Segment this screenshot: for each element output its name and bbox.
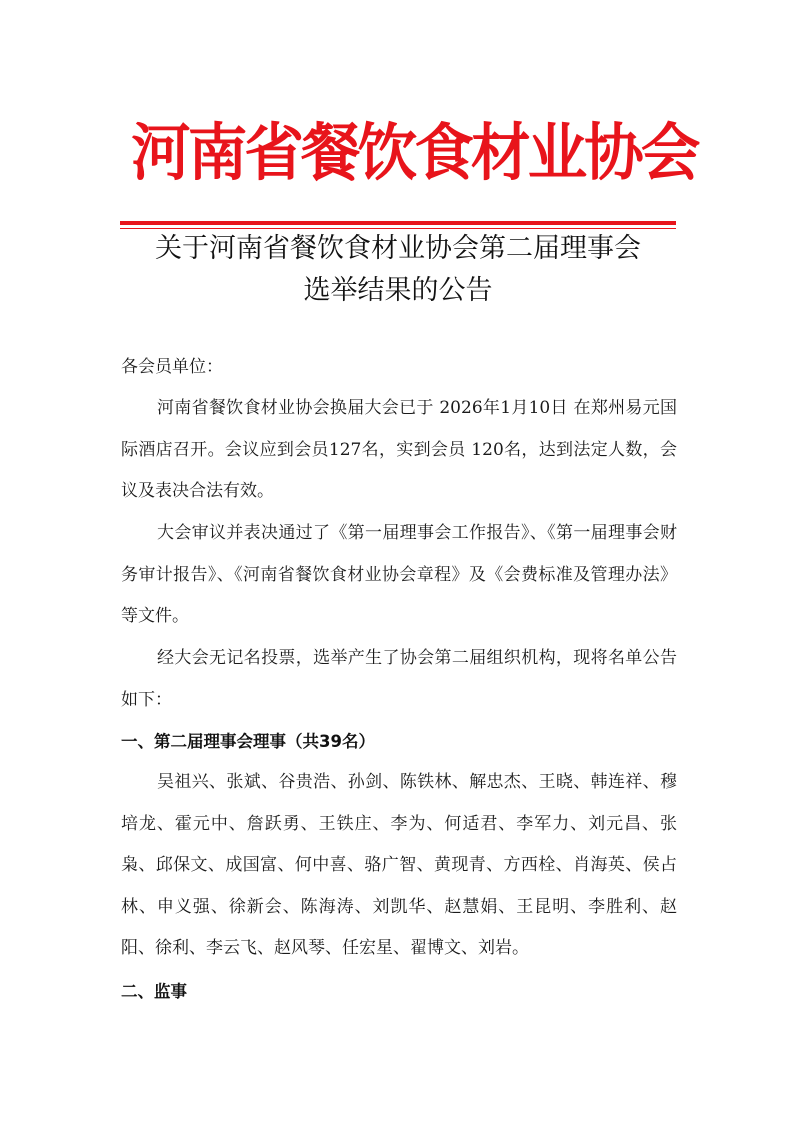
letterhead-rule-thick xyxy=(120,221,676,225)
section-heading-supervisors: 二、监事 xyxy=(121,982,187,1001)
salutation: 各会员单位： xyxy=(121,357,223,377)
directors-list: 吴祖兴、张斌、谷贵浩、孙剑、陈铁林、解忠杰、王晓、韩连祥、穆培龙、霍元中、詹跃勇、王铁庄、李为、何适君、李军力、刘元昌、张枭、邱保文、成国富、何中喜、骆广智、黄现青、方西栓、肖海英、侯占林、申义强、徐新会、陈海涛、刘凯华、赵慧娟、王昆明、李胜利、赵阳、徐利、李云飞、赵风琴、任宏星、翟博文、刘岩。 xyxy=(121,772,677,958)
title-line-2: 选举结果的公告 xyxy=(303,275,493,306)
announcement-title xyxy=(100,228,696,312)
title-line-1: 关于河南省餐饮食材业协会第二届理事会 xyxy=(155,233,641,264)
paragraph-documents: 大会审议并表决通过了《第一届理事会工作报告》、《第一届理事会财务审计报告》、《河南省餐饮食材业协会章程》及《会费标准及管理办法》等文件。 xyxy=(121,523,677,626)
section-heading-directors: 一、第二届理事会理事（共39名） xyxy=(121,732,375,751)
paragraph-meeting: 河南省餐饮食材业协会换届大会已于 2026年1月10日 在郑州易元国际酒店召开。会议应到会员127名，实到会员 120名，达到法定人数，会议及表决合法有效。 xyxy=(121,398,677,501)
letterhead-organization: 河南省餐饮食材业协会 xyxy=(131,116,698,189)
paragraph-election: 经大会无记名投票，选举产生了协会第二届组织机构，现将名单公告如下： xyxy=(121,648,677,710)
